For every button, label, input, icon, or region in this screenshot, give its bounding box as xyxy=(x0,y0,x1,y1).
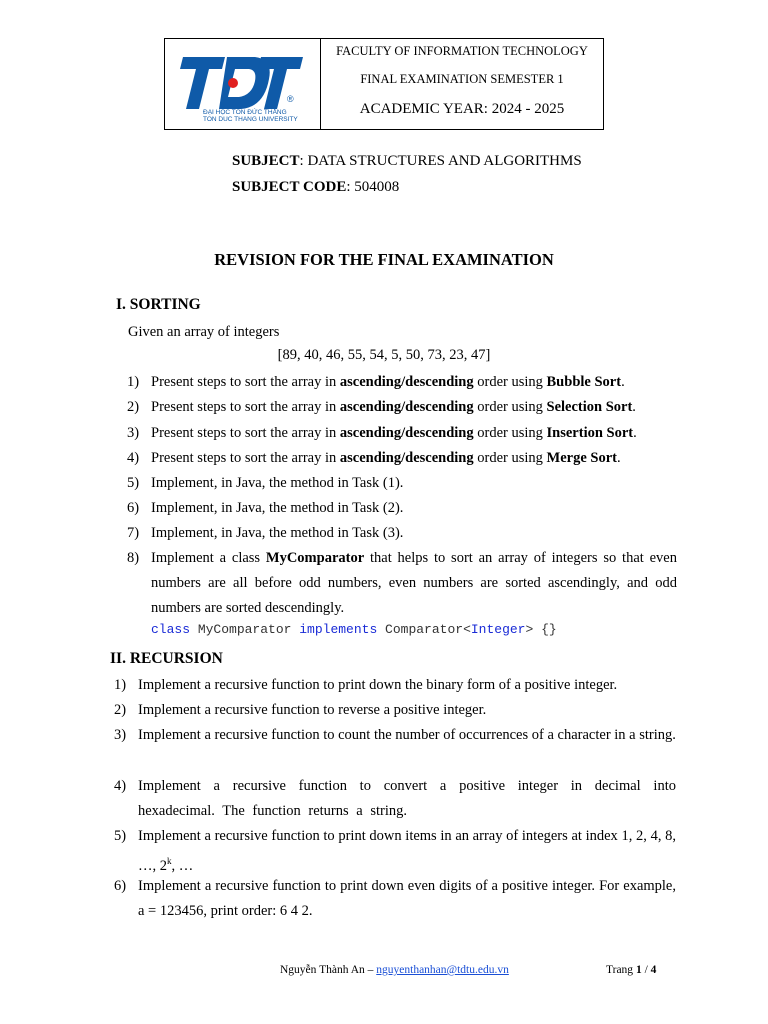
list-item: 6) Implement, in Java, the method in Task (2). xyxy=(127,500,404,516)
faculty-name: FACULTY OF INFORMATION TECHNOLOGY xyxy=(336,44,588,58)
list-item: 6) Implement a recursive function to print down even digits of a positive integer. For example, a = 123456, print order: 6 4 2. xyxy=(114,878,676,919)
university-logo xyxy=(165,39,321,129)
author-email-link[interactable]: nguyenthanhan@tdtu.edu.vn xyxy=(376,964,509,976)
list-item: 2) Present steps to sort the array in ascending/descending order using Selection Sort. xyxy=(127,399,636,415)
page-title: REVISION FOR THE FINAL EXAMINATION xyxy=(214,250,554,269)
list-item: 3) Present steps to sort the array in ascending/descending order using Insertion Sort. xyxy=(127,425,637,441)
list-item: 8) Implement a class MyComparator that helps to sort an array of integers so that even numbers are all before odd numbers, even numbers are sorted ascendingly, and odd numbers are sorted descendingly. xyxy=(127,550,677,616)
list-item: 4) Present steps to sort the array in ascending/descending order using Merge Sort. xyxy=(127,450,621,466)
list-item: 5) Implement a recursive function to print down items in an array of integers at index 1, 2, 4, 8, …, 2$^k$, … xyxy=(114,828,676,874)
page-number: Trang 1 / 4 xyxy=(606,964,657,976)
list-item: 4) Implement a recursive function to convert a positive integer in decimal into hexadecimal. The function returns a string. xyxy=(114,778,676,819)
header-info xyxy=(321,39,603,129)
list-item: 5) Implement, in Java, the method in Task (1). xyxy=(127,475,404,491)
sorting-intro: Given an array of integers xyxy=(128,324,280,340)
input-array: [89, 40, 46, 55, 54, 5, 50, 73, 23, 47] xyxy=(277,347,491,363)
section-heading-recursion: II. RECURSION xyxy=(110,650,223,667)
tdt-logo-icon xyxy=(175,51,305,113)
academic-year: ACADEMIC YEAR: 2024 - 2025 xyxy=(359,101,565,117)
header-box xyxy=(164,38,604,130)
section-heading-sorting: I. SORTING xyxy=(116,296,201,313)
list-item: 2) Implement a recursive function to reverse a positive integer. xyxy=(114,702,487,718)
exam-name: FINAL EXAMINATION SEMESTER 1 xyxy=(360,72,564,86)
list-item: 3) Implement a recursive function to count the number of occurrences of a character in a string. xyxy=(114,727,676,743)
subject-code-line: SUBJECT CODE: 504008 xyxy=(232,179,400,195)
list-item: 7) Implement, in Java, the method in Task (3). xyxy=(127,525,404,541)
footer-author: Nguyễn Thành An – nguyenthanhan@tdtu.edu.vn xyxy=(280,964,509,976)
list-item: 1) Implement a recursive function to print down the binary form of a positive integer. xyxy=(114,677,618,693)
registered-mark: ® xyxy=(287,94,294,104)
logo-subtitle: ĐẠI HỌC TÔN ĐỨC THẮNG TON DUC THANG UNIVERSITY xyxy=(203,109,298,123)
subject-line: SUBJECT: DATA STRUCTURES AND ALGORITHMS xyxy=(232,153,582,169)
code-snippet: class MyComparator implements Comparator<Integer> {} xyxy=(151,622,557,637)
list-item: 1) Present steps to sort the array in ascending/descending order using Bubble Sort. xyxy=(127,374,625,390)
